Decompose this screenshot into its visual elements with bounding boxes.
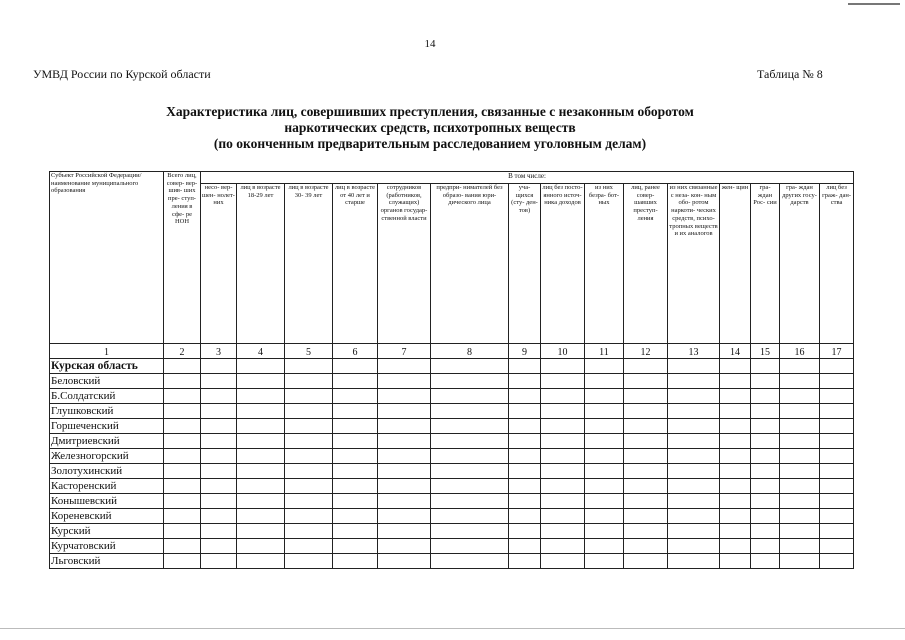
document-title bbox=[100, 104, 760, 152]
empty-cell bbox=[624, 434, 668, 449]
empty-cell bbox=[285, 374, 333, 389]
empty-cell bbox=[509, 554, 541, 569]
empty-cell bbox=[201, 449, 237, 464]
empty-cell bbox=[541, 524, 585, 539]
empty-cell bbox=[431, 494, 509, 509]
empty-cell bbox=[201, 494, 237, 509]
row-label: Горшеченский bbox=[50, 419, 164, 434]
empty-cell bbox=[237, 374, 285, 389]
empty-cell bbox=[201, 359, 237, 374]
empty-cell bbox=[333, 434, 378, 449]
empty-cell bbox=[378, 479, 431, 494]
empty-cell bbox=[201, 434, 237, 449]
empty-cell bbox=[820, 509, 854, 524]
empty-cell bbox=[541, 449, 585, 464]
empty-cell bbox=[237, 449, 285, 464]
empty-cell bbox=[201, 524, 237, 539]
empty-cell bbox=[164, 494, 201, 509]
empty-cell bbox=[285, 419, 333, 434]
empty-cell bbox=[720, 524, 751, 539]
empty-cell bbox=[541, 554, 585, 569]
empty-cell bbox=[431, 449, 509, 464]
table-row bbox=[50, 524, 854, 539]
empty-cell bbox=[509, 359, 541, 374]
empty-cell bbox=[585, 419, 624, 434]
empty-cell bbox=[431, 404, 509, 419]
empty-cell bbox=[780, 419, 820, 434]
empty-cell bbox=[541, 479, 585, 494]
sub-header-col-9: уча- щихся (сту- ден- тов) bbox=[509, 184, 541, 344]
empty-cell bbox=[720, 479, 751, 494]
empty-cell bbox=[378, 449, 431, 464]
empty-cell bbox=[541, 494, 585, 509]
empty-cell bbox=[820, 359, 854, 374]
empty-cell bbox=[509, 464, 541, 479]
table-row bbox=[50, 404, 854, 419]
empty-cell bbox=[285, 434, 333, 449]
empty-cell bbox=[285, 539, 333, 554]
empty-cell bbox=[820, 479, 854, 494]
empty-cell bbox=[285, 404, 333, 419]
empty-cell bbox=[668, 464, 720, 479]
empty-cell bbox=[164, 464, 201, 479]
empty-cell bbox=[285, 509, 333, 524]
empty-cell bbox=[431, 419, 509, 434]
empty-cell bbox=[820, 524, 854, 539]
row-label: Курский bbox=[50, 524, 164, 539]
empty-cell bbox=[668, 509, 720, 524]
empty-cell bbox=[720, 389, 751, 404]
empty-cell bbox=[668, 434, 720, 449]
empty-cell bbox=[751, 419, 780, 434]
table-row bbox=[50, 479, 854, 494]
empty-cell bbox=[237, 389, 285, 404]
column-number-3: 3 bbox=[201, 344, 237, 359]
scan-artifact bbox=[848, 3, 900, 5]
empty-cell bbox=[585, 509, 624, 524]
empty-cell bbox=[624, 509, 668, 524]
empty-cell bbox=[237, 554, 285, 569]
table-row bbox=[50, 494, 854, 509]
empty-cell bbox=[164, 404, 201, 419]
empty-cell bbox=[431, 464, 509, 479]
empty-cell bbox=[780, 524, 820, 539]
empty-cell bbox=[285, 524, 333, 539]
column-number-1: 1 bbox=[50, 344, 164, 359]
empty-cell bbox=[164, 479, 201, 494]
empty-cell bbox=[751, 539, 780, 554]
table-number: Таблица № 8 bbox=[757, 67, 823, 81]
sub-header-col-15: гра- ждан Рос- сии bbox=[751, 184, 780, 344]
row-label: Курская область bbox=[50, 359, 164, 374]
empty-cell bbox=[237, 359, 285, 374]
empty-cell bbox=[237, 434, 285, 449]
empty-cell bbox=[333, 524, 378, 539]
empty-cell bbox=[720, 464, 751, 479]
empty-cell bbox=[668, 494, 720, 509]
empty-cell bbox=[541, 509, 585, 524]
empty-cell bbox=[431, 374, 509, 389]
empty-cell bbox=[333, 389, 378, 404]
empty-cell bbox=[378, 419, 431, 434]
column-number-13: 13 bbox=[668, 344, 720, 359]
sub-header-col-5: лиц в возрасте 30- 39 лет bbox=[285, 184, 333, 344]
table-row bbox=[50, 554, 854, 569]
sub-header-col-6: лиц в возрасте от 40 лет и старше bbox=[333, 184, 378, 344]
title-line-2: наркотических средств, психотропных веществ bbox=[284, 120, 576, 135]
empty-cell bbox=[509, 494, 541, 509]
empty-cell bbox=[378, 374, 431, 389]
column-number-row bbox=[50, 344, 854, 359]
header-row-top bbox=[50, 172, 854, 184]
empty-cell bbox=[164, 389, 201, 404]
empty-cell bbox=[624, 494, 668, 509]
empty-cell bbox=[541, 464, 585, 479]
empty-cell bbox=[751, 449, 780, 464]
empty-cell bbox=[780, 389, 820, 404]
empty-cell bbox=[164, 449, 201, 464]
empty-cell bbox=[333, 479, 378, 494]
empty-cell bbox=[431, 434, 509, 449]
empty-cell bbox=[201, 539, 237, 554]
empty-cell bbox=[237, 404, 285, 419]
title-line-1: Характеристика лиц, совершивших преступления, связанные с незаконным оборотом bbox=[166, 104, 694, 119]
empty-cell bbox=[820, 449, 854, 464]
empty-cell bbox=[585, 464, 624, 479]
empty-cell bbox=[164, 539, 201, 554]
empty-cell bbox=[378, 404, 431, 419]
row-label: Касторенский bbox=[50, 479, 164, 494]
empty-cell bbox=[585, 449, 624, 464]
empty-cell bbox=[820, 389, 854, 404]
empty-cell bbox=[624, 389, 668, 404]
table-row bbox=[50, 434, 854, 449]
column-number-8: 8 bbox=[431, 344, 509, 359]
empty-cell bbox=[720, 419, 751, 434]
empty-cell bbox=[333, 449, 378, 464]
empty-cell bbox=[585, 554, 624, 569]
col1-header: Субъект Российской Федерации/ наименование муниципального образования bbox=[50, 172, 164, 344]
sub-header-col-11: из них безра- бот- ных bbox=[585, 184, 624, 344]
empty-cell bbox=[378, 434, 431, 449]
empty-cell bbox=[780, 449, 820, 464]
empty-cell bbox=[751, 524, 780, 539]
empty-cell bbox=[541, 359, 585, 374]
empty-cell bbox=[201, 554, 237, 569]
table-row bbox=[50, 389, 854, 404]
sub-header-col-7: сотрудников (работников, служащих) органов государ- ственной власти bbox=[378, 184, 431, 344]
empty-cell bbox=[509, 419, 541, 434]
empty-cell bbox=[509, 374, 541, 389]
empty-cell bbox=[378, 494, 431, 509]
empty-cell bbox=[720, 509, 751, 524]
empty-cell bbox=[720, 539, 751, 554]
empty-cell bbox=[509, 509, 541, 524]
empty-cell bbox=[820, 494, 854, 509]
empty-cell bbox=[333, 539, 378, 554]
empty-cell bbox=[333, 374, 378, 389]
empty-cell bbox=[751, 464, 780, 479]
empty-cell bbox=[164, 509, 201, 524]
row-label: Кореневский bbox=[50, 509, 164, 524]
empty-cell bbox=[285, 359, 333, 374]
empty-cell bbox=[668, 524, 720, 539]
empty-cell bbox=[431, 539, 509, 554]
column-number-12: 12 bbox=[624, 344, 668, 359]
empty-cell bbox=[509, 404, 541, 419]
empty-cell bbox=[585, 479, 624, 494]
empty-cell bbox=[431, 479, 509, 494]
column-number-4: 4 bbox=[237, 344, 285, 359]
empty-cell bbox=[720, 554, 751, 569]
empty-cell bbox=[333, 419, 378, 434]
empty-cell bbox=[720, 494, 751, 509]
empty-cell bbox=[751, 404, 780, 419]
empty-cell bbox=[201, 389, 237, 404]
empty-cell bbox=[378, 509, 431, 524]
empty-cell bbox=[720, 404, 751, 419]
row-label: Конышевский bbox=[50, 494, 164, 509]
empty-cell bbox=[378, 554, 431, 569]
empty-cell bbox=[720, 434, 751, 449]
empty-cell bbox=[780, 434, 820, 449]
empty-cell bbox=[164, 554, 201, 569]
empty-cell bbox=[820, 419, 854, 434]
empty-cell bbox=[585, 374, 624, 389]
empty-cell bbox=[164, 434, 201, 449]
empty-cell bbox=[237, 539, 285, 554]
column-number-11: 11 bbox=[585, 344, 624, 359]
column-number-16: 16 bbox=[780, 344, 820, 359]
empty-cell bbox=[378, 539, 431, 554]
empty-cell bbox=[431, 389, 509, 404]
empty-cell bbox=[541, 389, 585, 404]
empty-cell bbox=[237, 494, 285, 509]
sub-header-col-16: гра- ждан других госу- дарств bbox=[780, 184, 820, 344]
column-number-10: 10 bbox=[541, 344, 585, 359]
column-number-14: 14 bbox=[720, 344, 751, 359]
empty-cell bbox=[509, 434, 541, 449]
table-row bbox=[50, 419, 854, 434]
empty-cell bbox=[751, 479, 780, 494]
column-number-2: 2 bbox=[164, 344, 201, 359]
empty-cell bbox=[820, 554, 854, 569]
empty-cell bbox=[720, 449, 751, 464]
row-label: Б.Солдатский bbox=[50, 389, 164, 404]
empty-cell bbox=[720, 359, 751, 374]
row-label: Железногорский bbox=[50, 449, 164, 464]
empty-cell bbox=[585, 539, 624, 554]
empty-cell bbox=[585, 434, 624, 449]
empty-cell bbox=[780, 359, 820, 374]
row-label: Курчатовский bbox=[50, 539, 164, 554]
empty-cell bbox=[780, 554, 820, 569]
empty-cell bbox=[820, 539, 854, 554]
empty-cell bbox=[624, 374, 668, 389]
empty-cell bbox=[541, 434, 585, 449]
empty-cell bbox=[780, 404, 820, 419]
sub-header-col-13: из них связанные с неза- кон- ным обо- ротом наркоти- ческих средств, психо- тропных веществ и их аналогов bbox=[668, 184, 720, 344]
empty-cell bbox=[780, 509, 820, 524]
empty-cell bbox=[431, 554, 509, 569]
empty-cell bbox=[541, 539, 585, 554]
empty-cell bbox=[751, 374, 780, 389]
empty-cell bbox=[780, 479, 820, 494]
empty-cell bbox=[164, 359, 201, 374]
empty-cell bbox=[780, 374, 820, 389]
empty-cell bbox=[585, 524, 624, 539]
empty-cell bbox=[820, 404, 854, 419]
empty-cell bbox=[668, 449, 720, 464]
empty-cell bbox=[624, 449, 668, 464]
page-edge-line bbox=[0, 628, 905, 629]
empty-cell bbox=[431, 524, 509, 539]
empty-cell bbox=[509, 479, 541, 494]
empty-cell bbox=[285, 479, 333, 494]
empty-cell bbox=[751, 554, 780, 569]
column-number-7: 7 bbox=[378, 344, 431, 359]
table-row bbox=[50, 374, 854, 389]
sub-header-col-10: лиц без посто- янного источ- ника доходов bbox=[541, 184, 585, 344]
row-label: Золотухинский bbox=[50, 464, 164, 479]
empty-cell bbox=[237, 419, 285, 434]
empty-cell bbox=[509, 449, 541, 464]
empty-cell bbox=[333, 359, 378, 374]
column-number-6: 6 bbox=[333, 344, 378, 359]
empty-cell bbox=[751, 509, 780, 524]
empty-cell bbox=[668, 539, 720, 554]
empty-cell bbox=[509, 539, 541, 554]
sub-header-col-8: предпри- нимателей без образо- вания юри- дического лица bbox=[431, 184, 509, 344]
statistics-table bbox=[49, 171, 854, 569]
table-row bbox=[50, 359, 854, 374]
empty-cell bbox=[751, 494, 780, 509]
empty-cell bbox=[780, 464, 820, 479]
empty-cell bbox=[585, 359, 624, 374]
empty-cell bbox=[333, 464, 378, 479]
empty-cell bbox=[201, 374, 237, 389]
empty-cell bbox=[164, 374, 201, 389]
empty-cell bbox=[378, 524, 431, 539]
sub-header-col-4: лиц в возрасте 18-29 лет bbox=[237, 184, 285, 344]
row-label: Глушковский bbox=[50, 404, 164, 419]
empty-cell bbox=[285, 494, 333, 509]
row-label: Дмитриевский bbox=[50, 434, 164, 449]
column-number-9: 9 bbox=[509, 344, 541, 359]
table-row bbox=[50, 509, 854, 524]
empty-cell bbox=[668, 419, 720, 434]
empty-cell bbox=[201, 464, 237, 479]
empty-cell bbox=[820, 464, 854, 479]
sub-header-col-3: несо- вер- шен- нолет- них bbox=[201, 184, 237, 344]
organization-name: УМВД России по Курской области bbox=[33, 67, 211, 81]
empty-cell bbox=[624, 479, 668, 494]
sub-header-col-17: лиц без граж- дан- ства bbox=[820, 184, 854, 344]
empty-cell bbox=[624, 539, 668, 554]
empty-cell bbox=[509, 389, 541, 404]
empty-cell bbox=[624, 404, 668, 419]
empty-cell bbox=[201, 404, 237, 419]
empty-cell bbox=[378, 464, 431, 479]
empty-cell bbox=[333, 554, 378, 569]
empty-cell bbox=[333, 494, 378, 509]
empty-cell bbox=[720, 374, 751, 389]
empty-cell bbox=[624, 464, 668, 479]
empty-cell bbox=[780, 494, 820, 509]
title-line-3: (по оконченным предварительным расследованием уголовным делам) bbox=[213, 136, 647, 151]
empty-cell bbox=[237, 464, 285, 479]
row-label: Льговский bbox=[50, 554, 164, 569]
empty-cell bbox=[237, 509, 285, 524]
empty-cell bbox=[751, 359, 780, 374]
empty-cell bbox=[164, 419, 201, 434]
column-number-15: 15 bbox=[751, 344, 780, 359]
sub-header-col-12: лиц, ранее совер- шавших преступ- ления bbox=[624, 184, 668, 344]
empty-cell bbox=[668, 404, 720, 419]
row-label: Беловский bbox=[50, 374, 164, 389]
empty-cell bbox=[541, 404, 585, 419]
group-header: В том числе: bbox=[201, 172, 854, 184]
empty-cell bbox=[431, 509, 509, 524]
empty-cell bbox=[668, 479, 720, 494]
empty-cell bbox=[624, 419, 668, 434]
empty-cell bbox=[237, 479, 285, 494]
empty-cell bbox=[164, 524, 201, 539]
empty-cell bbox=[820, 374, 854, 389]
empty-cell bbox=[585, 389, 624, 404]
table-row bbox=[50, 464, 854, 479]
empty-cell bbox=[378, 389, 431, 404]
empty-cell bbox=[285, 464, 333, 479]
table-row bbox=[50, 449, 854, 464]
column-number-5: 5 bbox=[285, 344, 333, 359]
empty-cell bbox=[668, 554, 720, 569]
page-number: 14 bbox=[424, 38, 436, 50]
empty-cell bbox=[624, 554, 668, 569]
sub-header-col-14: жен- щин bbox=[720, 184, 751, 344]
empty-cell bbox=[285, 389, 333, 404]
empty-cell bbox=[201, 509, 237, 524]
empty-cell bbox=[751, 389, 780, 404]
empty-cell bbox=[285, 554, 333, 569]
col2-header: Всего лиц, совер- вер- шив- ших пре- ступ- ления в сфе- ре НОН bbox=[164, 172, 201, 344]
empty-cell bbox=[624, 524, 668, 539]
empty-cell bbox=[780, 539, 820, 554]
empty-cell bbox=[624, 359, 668, 374]
table-row bbox=[50, 539, 854, 554]
empty-cell bbox=[751, 434, 780, 449]
empty-cell bbox=[509, 524, 541, 539]
empty-cell bbox=[820, 434, 854, 449]
empty-cell bbox=[237, 524, 285, 539]
empty-cell bbox=[201, 479, 237, 494]
empty-cell bbox=[668, 374, 720, 389]
empty-cell bbox=[378, 359, 431, 374]
empty-cell bbox=[668, 389, 720, 404]
empty-cell bbox=[201, 419, 237, 434]
empty-cell bbox=[585, 494, 624, 509]
column-number-17: 17 bbox=[820, 344, 854, 359]
empty-cell bbox=[285, 449, 333, 464]
empty-cell bbox=[541, 374, 585, 389]
empty-cell bbox=[333, 404, 378, 419]
empty-cell bbox=[431, 359, 509, 374]
empty-cell bbox=[668, 359, 720, 374]
empty-cell bbox=[333, 509, 378, 524]
empty-cell bbox=[585, 404, 624, 419]
empty-cell bbox=[541, 419, 585, 434]
